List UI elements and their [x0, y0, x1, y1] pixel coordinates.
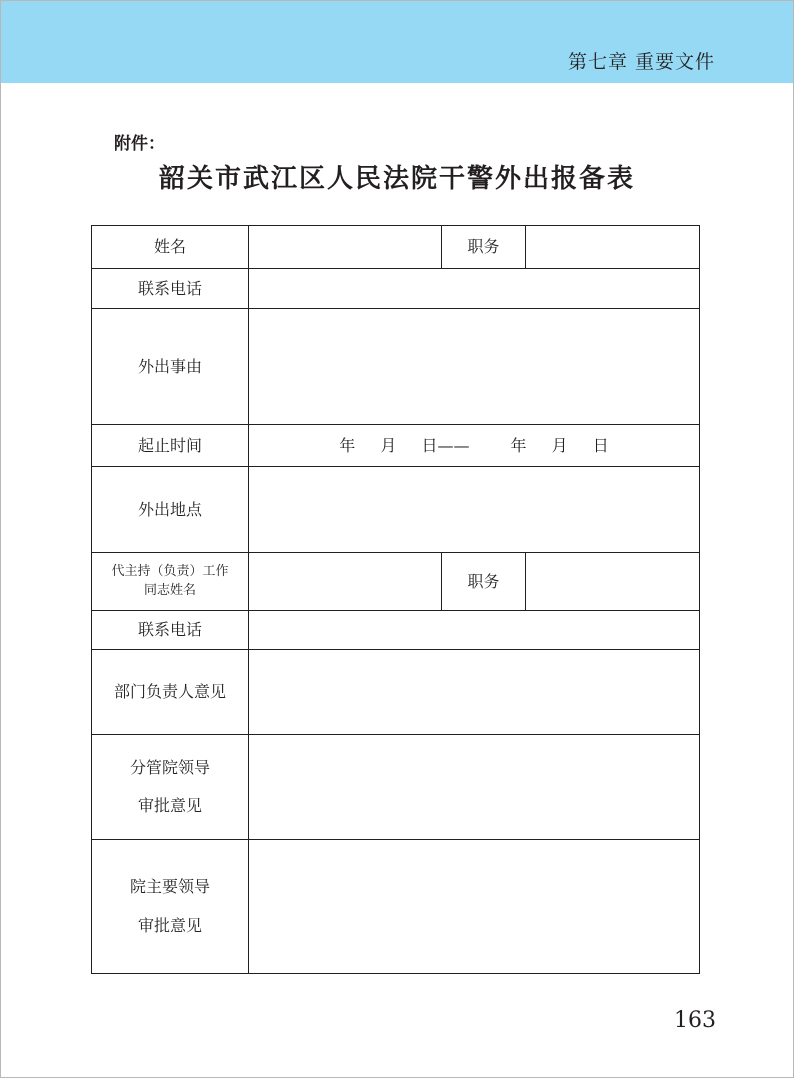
chapter-title: 第七章 重要文件 — [567, 51, 715, 73]
start-year-unit: 年 — [339, 435, 356, 455]
row-period — [92, 425, 700, 467]
position-field[interactable] — [526, 226, 700, 269]
row-reason — [92, 309, 700, 425]
vice-approval-line1: 分管院领导 — [129, 757, 210, 777]
location-label: 外出地点 — [92, 467, 249, 553]
end-year-unit: 年 — [510, 435, 527, 455]
chief-approval-line2: 审批意见 — [137, 915, 202, 935]
chapter-header — [1, 1, 793, 83]
end-day-unit: 日 — [592, 435, 609, 455]
deputy-position-label: 职务 — [442, 553, 526, 611]
phone-label: 联系电话 — [92, 269, 249, 309]
row-deputy — [92, 553, 700, 611]
row-dept-opinion — [92, 650, 700, 735]
form-title: 韶关市武江区人民法院干警外出报备表 — [158, 164, 635, 194]
vice-approval-field[interactable] — [249, 735, 700, 840]
deputy-name-field[interactable] — [249, 553, 442, 611]
row-vice-approval — [92, 735, 700, 840]
row-name — [92, 226, 700, 269]
deputy-label-line1: 代主持（负责）工作 — [111, 564, 229, 580]
deputy-phone-field[interactable] — [249, 611, 700, 650]
phone-field[interactable] — [249, 269, 700, 309]
period-label: 起止时间 — [92, 425, 249, 467]
location-field[interactable] — [249, 467, 700, 553]
deputy-label-line2: 同志姓名 — [143, 582, 196, 598]
row-phone — [92, 269, 700, 309]
end-month-unit: 月 — [551, 435, 568, 455]
name-field[interactable] — [249, 226, 442, 269]
vice-approval-label — [92, 735, 249, 840]
position-label: 职务 — [442, 226, 526, 269]
reason-field[interactable] — [249, 309, 700, 425]
row-location — [92, 467, 700, 553]
name-label: 姓名 — [92, 226, 249, 269]
deputy-label — [92, 553, 249, 611]
row-chief-approval — [92, 840, 700, 974]
row-deputy-phone — [92, 611, 700, 650]
dept-opinion-label: 部门负责人意见 — [92, 650, 249, 735]
chief-approval-field[interactable] — [249, 840, 700, 974]
start-day-unit: 日—— — [421, 435, 470, 455]
chief-approval-label — [92, 840, 249, 974]
page-number: 163 — [674, 1008, 716, 1033]
vice-approval-line2: 审批意见 — [137, 796, 202, 815]
reason-label: 外出事由 — [92, 309, 249, 425]
dept-opinion-field[interactable] — [249, 650, 700, 735]
deputy-phone-label: 联系电话 — [92, 611, 249, 650]
chief-approval-line1: 院主要领导 — [129, 877, 210, 897]
deputy-position-field[interactable] — [526, 553, 700, 611]
period-field[interactable] — [249, 425, 700, 467]
start-month-unit: 月 — [380, 435, 397, 455]
report-form-table — [91, 225, 700, 974]
attachment-label: 附件： — [114, 134, 165, 154]
